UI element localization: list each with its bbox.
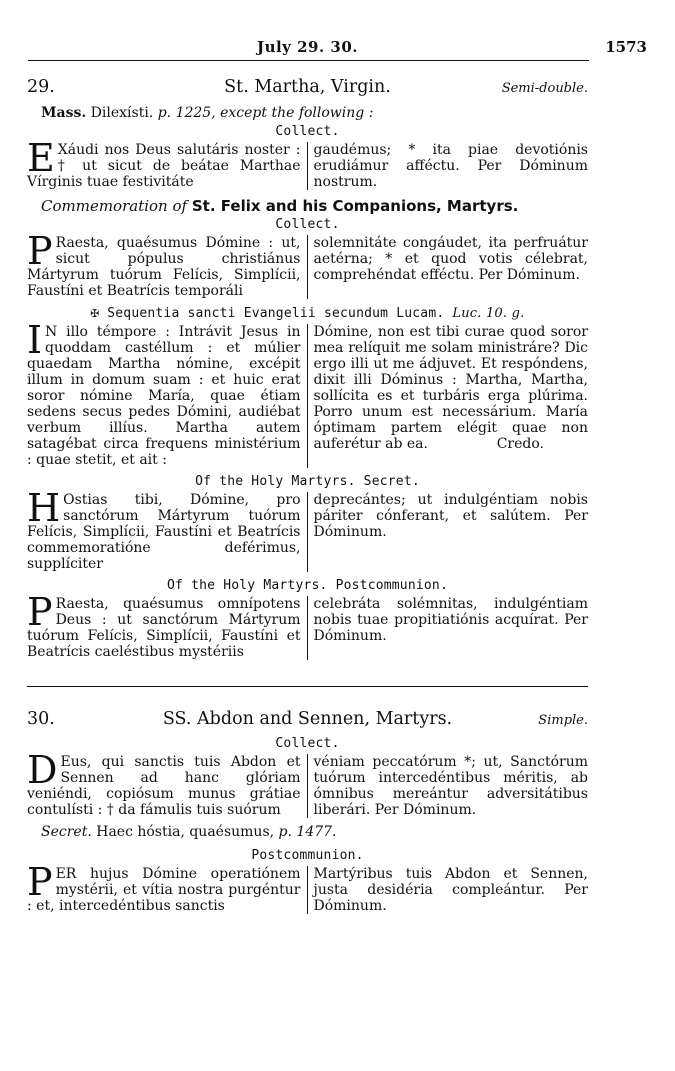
- drop-cap: E: [27, 136, 55, 180]
- feast-title: SS. Abdon and Sennen, Martyrs.: [162, 709, 453, 729]
- drop-cap: I: [27, 318, 43, 362]
- mass-text: Dilexísti.: [90, 105, 154, 121]
- postcommunion-left: [27, 590, 308, 660]
- secret-reference: [27, 824, 588, 840]
- drop-cap: H: [27, 486, 61, 530]
- postcommunion-title: Of the Holy Martyrs. Postcommunion.: [167, 578, 448, 593]
- secret-title: Of the Holy Martyrs. Secret.: [195, 474, 420, 489]
- collect-left-text: Xáudi nos Deus salutáris noster : † ut sicut de beátae Marthae Vírginis tuae festivitáte: [27, 142, 301, 190]
- collect-right: véniam peccatórum *; ut, Sanctórum tuórum intercedéntibus méritis, ab ómnibus mereántur adversitátibus liberári. Per Dóminum.: [313, 754, 588, 818]
- commemoration-heading: [27, 198, 588, 214]
- commemoration-prefix: Commemoration of: [41, 197, 188, 215]
- feast-heading-30: [27, 707, 588, 733]
- secret-right: deprecántes; ut indulgéntiam nobis páriter cónferant, et salútem. Per Dóminum.: [313, 492, 588, 540]
- postcommunion-columns: [27, 590, 588, 660]
- collect-title: Collect.: [275, 124, 340, 139]
- postcommunion-left-text: Raesta, quaésumus omnípotens Deus : ut sanctórum Mártyrum tuórum Felícis, Simplícii, Faustíni et Beatrícis caeléstibus mystériis: [27, 596, 301, 660]
- page-content: [27, 75, 588, 914]
- collect2-columns: [27, 229, 588, 299]
- collect2-right: solemnitáte congáudet, ita perfruátur aetérna; * et quod votis célebrat, comprehéndat efféctu. Per Dóminum.: [313, 235, 588, 283]
- feast-title: St. Martha, Virgin.: [224, 77, 391, 97]
- feast-number: 29.: [27, 77, 55, 97]
- feast-heading-29: [27, 75, 588, 101]
- collect-columns: [27, 136, 588, 190]
- credo: Credo.: [496, 436, 544, 452]
- gospel-columns: [27, 318, 588, 468]
- feast-rank: Simple.: [538, 713, 588, 728]
- collect-right: gaudémus; * ita piae devotiónis erudiámur afféctu. Per Dóminum nostrum.: [313, 142, 588, 190]
- gospel-left-text: N illo témpore : Intrávit Jesus in quoddam castéllum : et múlier quaedam Martha nómine, excépit illum in domum suam : et huic erat soror nómine María, quae étiam sedens secus pedes Dómini, audiébat verbum illíus. Martha autem satagébat circa frequens ministérium : quae stetit, et ait :: [27, 324, 301, 468]
- collect2-title: Collect.: [275, 217, 340, 232]
- feast-rank: Semi-double.: [501, 81, 588, 96]
- mass-ref: p. 1225, except the following :: [157, 105, 374, 121]
- secret-label: Secret.: [41, 824, 92, 840]
- secret-text: Haec hóstia, quaésumus,: [96, 824, 275, 840]
- drop-cap: P: [27, 860, 53, 904]
- postcommunion-right: Martýribus tuis Abdon et Sennen, justa desidéria compleántur. Per Dóminum.: [313, 866, 588, 914]
- postcommunion-columns: [27, 860, 588, 914]
- running-header: [28, 38, 647, 60]
- running-title: July 29. 30.: [256, 38, 359, 56]
- drop-cap: D: [27, 748, 58, 792]
- header-rule: [28, 60, 589, 61]
- postcommunion-right: celebráta solémnitas, indulgéntiam nobis tuae propitiatiónis acquírat. Per Dóminum.: [313, 596, 588, 644]
- collect-columns: [27, 748, 588, 818]
- secret-left: [27, 486, 308, 572]
- gospel-left: [27, 318, 308, 468]
- drop-cap: P: [27, 229, 53, 273]
- secret-left-text: Ostias tibi, Dómine, pro sanctórum Mártyrum tuórum Felícis, Simplícii, Faustíni et Beatrícis commemoratióne deférimus, supplíciter: [27, 492, 301, 572]
- gospel-title-line: [27, 305, 588, 322]
- postcommunion-title: Postcommunion.: [251, 848, 364, 863]
- gospel-right: [308, 324, 589, 468]
- feast-divider: [27, 686, 588, 687]
- postcommunion-left: [27, 860, 308, 914]
- gospel-title: Sequentia sancti Evangelii secundum Lucam.: [107, 306, 445, 321]
- collect-title: Collect.: [275, 736, 340, 751]
- mass-reference: [27, 105, 588, 121]
- mass-label: Mass.: [41, 105, 87, 121]
- collect2-left: [27, 229, 308, 299]
- secret-columns: [27, 486, 588, 572]
- collect-left-text: Eus, qui sanctis tuis Abdon et Sennen ad hanc glóriam veniéndi, copiósum munus grátiae contulísti : † da fámulis tuis suórum: [27, 754, 301, 818]
- secret-ref: p. 1477.: [278, 824, 337, 840]
- collect2-left-text: Raesta, quaésumus Dómine : ut, sicut pópulus christiánus Mártyrum tuórum Felícis, Simplícii, Faustíni et Beatrícis temporáli: [27, 235, 301, 299]
- gospel-ref: Luc. 10. g.: [452, 306, 525, 321]
- page-number: 1573: [605, 38, 647, 56]
- feast-number: 30.: [27, 709, 55, 729]
- gospel-right-text: Dómine, non est tibi curae quod soror mea relíquit me solam ministráre? Dic ergo illi ut me ádjuvet. Et respóndens, dixit illi Dóminus : Martha, Martha, sollícita es et turbáris erga plúrima. Porro unum est necessárium. María óptimam partem elégit quae non auferétur ab ea.: [313, 324, 588, 452]
- collect-left: [27, 136, 308, 190]
- drop-cap: P: [27, 590, 53, 634]
- commemoration-name: St. Felix and his Companions, Martyrs.: [191, 197, 519, 215]
- postcommunion-left-text: ER hujus Dómine operatiónem mystérii, et vítia nostra purgéntur : et, intercedéntibus sanctis: [27, 866, 301, 914]
- collect-left: [27, 748, 308, 818]
- cross-icon: ✠: [90, 305, 100, 321]
